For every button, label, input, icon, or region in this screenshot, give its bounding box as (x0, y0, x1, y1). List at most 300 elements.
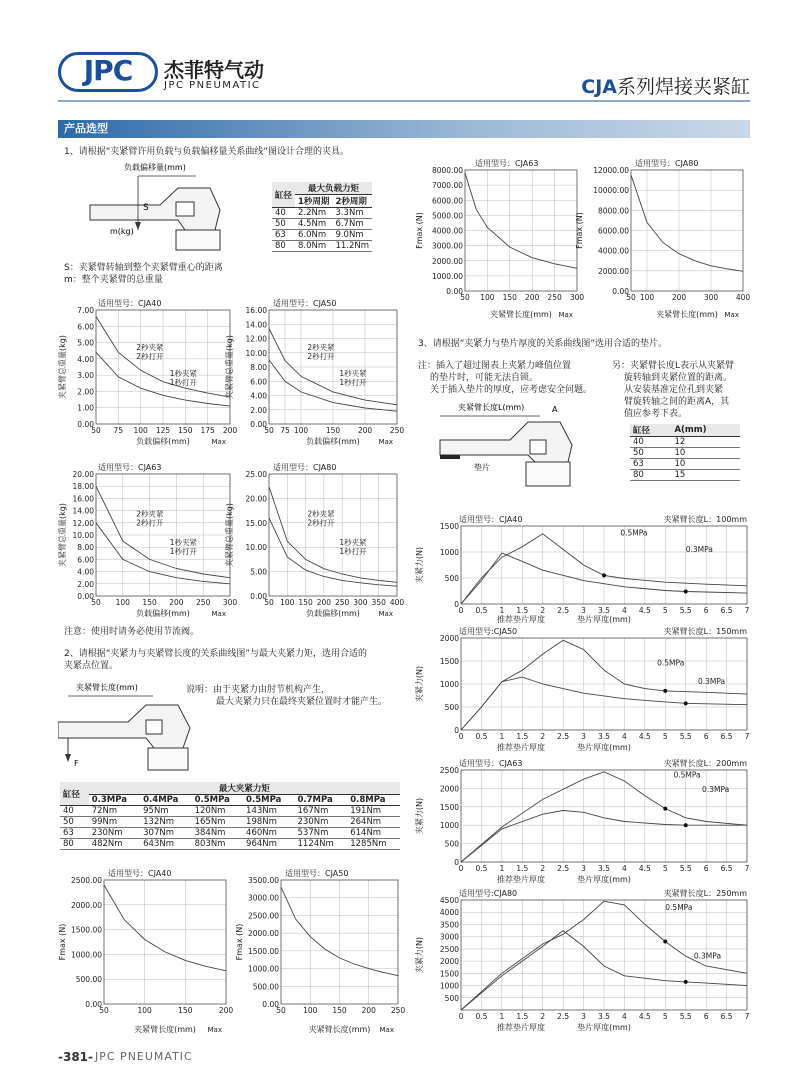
y-tick-label: 4000.00 (431, 226, 463, 236)
y-tick-label: 8.00 (77, 543, 94, 553)
y-tick-label: 0.00 (250, 592, 267, 601)
chart-cja50-shim (415, 624, 755, 752)
annotation: 2秒打开 (307, 518, 335, 528)
table-row: 63 6.0Nm 9.0Nm (272, 230, 372, 241)
y-tick-label: 1000 (439, 981, 459, 991)
y-tick-label: 2.00 (77, 579, 94, 589)
x-tick-label: 3.5 (598, 606, 610, 615)
x-tick-label: 200 (169, 598, 184, 607)
x-tick-label: 2.5 (557, 1012, 570, 1021)
x-tick-label: 50 (91, 426, 101, 435)
y-axis-label: Fmax (N) (575, 212, 584, 249)
x-tick-label: 7 (744, 606, 750, 615)
y-tick-label: 0.00 (446, 287, 463, 296)
step2-note-2: 最大夹紧力只在最终夹紧位置时才能产生。 (216, 697, 388, 707)
svg-text:负载偏移量(mm): 负载偏移量(mm) (124, 163, 186, 172)
annotation: 2秒夹紧 (136, 342, 164, 352)
y-tick-label: 6.00 (250, 377, 267, 387)
brand-name-en: JPC PNEUMATIC (164, 80, 261, 91)
x-tick-label: 2 (540, 1012, 546, 1021)
x-tick-label: 150 (332, 1006, 347, 1015)
x-axis-label: 夹紧臂长度(mm) (490, 310, 552, 319)
y-tick-label: 1000 (439, 821, 459, 831)
x-tick-label: 300 (703, 293, 719, 302)
x-tick-label: 0.5 (475, 1012, 488, 1021)
x-tick-label: 75 (113, 426, 124, 435)
step1-text: 1、请根据“夹紧臂许用负载与负载偏移量关系曲线”图设计合理的夹具。 (64, 147, 350, 157)
annotation: 1秒打开 (169, 378, 197, 388)
y-tick-label: 3500.00 (247, 876, 279, 885)
x-tick-label: 4 (622, 606, 627, 615)
x-tick-label: 100 (280, 598, 295, 607)
y-axis-label: 夹紧力(N) (415, 797, 424, 835)
x-tick-label: 50 (626, 293, 636, 302)
x-tick-label: 125 (155, 426, 171, 435)
y-tick-label: 5.00 (77, 338, 94, 348)
y-tick-label: 1500 (439, 522, 459, 531)
y-tick-label: 2000 (439, 784, 459, 794)
chart-cja63-force (415, 154, 585, 319)
y-tick-label: 2.00 (77, 387, 94, 397)
x-tick-label: 3 (581, 606, 586, 615)
y-tick-label: 1000 (439, 680, 459, 689)
y-tick-label: 2000.00 (70, 900, 102, 910)
y-tick-label: 4.00 (77, 567, 94, 577)
y-tick-label: 2000.00 (597, 266, 629, 276)
x-tick-label: 2.5 (557, 732, 570, 741)
x-tick-label: 3.5 (598, 1012, 610, 1021)
series-line-0 (465, 173, 577, 268)
y-tick-label: 10.00 (245, 543, 267, 553)
x-tick-label: 1.5 (516, 1012, 529, 1021)
x-axis-label: 垫片厚度(mm) (577, 1023, 631, 1032)
y-tick-label: 3000 (439, 932, 459, 942)
y-tick-label: 14.00 (245, 320, 267, 330)
page-number: -381- (58, 1050, 94, 1064)
y-axis-label: Fmax (N) (235, 923, 244, 961)
y-tick-label: 1500 (439, 657, 459, 666)
x-tick-label: 3 (581, 732, 586, 741)
x-axis-label: 垫片厚度(mm) (577, 615, 631, 624)
section-title: 产品选型 (58, 120, 750, 138)
x-tick-label: 150 (325, 426, 341, 435)
x-tick-label: 6 (703, 1012, 709, 1021)
series-marker-1 (684, 701, 688, 705)
y-tick-label: 4.00 (77, 354, 94, 364)
x-tick-label: 4 (622, 732, 627, 741)
series-marker-1 (684, 980, 688, 984)
y-axis-label: 夹紧臂总重量(kg) (58, 335, 67, 399)
x-axis-label: 负载偏移(mm) (136, 609, 190, 618)
chart-cja63-load (58, 458, 238, 618)
x-tick-label: 100 (133, 426, 148, 435)
y-tick-label: 1.00 (77, 403, 94, 413)
y-tick-label: 3.00 (77, 371, 94, 381)
series-line-0 (269, 487, 397, 583)
x-tick-label: 2.5 (557, 864, 570, 873)
y-tick-label: 4000 (439, 908, 459, 918)
y-tick-label: 4000.00 (597, 246, 629, 256)
x-tick-label: 1 (499, 1012, 505, 1021)
x-tick-label: 200 (671, 293, 687, 302)
step2-text-2: 夹紧点位置。 (64, 661, 119, 671)
load-moment-table: 缸径 最大负载力矩 1秒周期 2秒周期 40 2.2Nm 3.3Nm 50 4.5Nm 6.7Nm 63 6.0Nm 9.0Nm 80 8.0Nm 11.2Nm (272, 182, 372, 252)
x-tick-label: 5 (662, 1012, 668, 1021)
x-tick-label: 0.5 (475, 606, 488, 615)
x-max-label: Max (378, 438, 393, 446)
x-tick-label: 350 (371, 598, 386, 607)
x-axis-label: 夹紧臂长度(mm) (308, 1025, 371, 1034)
y-tick-label: 2500.00 (70, 876, 102, 885)
x-tick-label: 300 (569, 293, 585, 302)
y-tick-label: 500 (444, 993, 459, 1003)
x-tick-label: 4.5 (638, 864, 651, 873)
svg-text:夹紧臂长度(mm): 夹紧臂长度(mm) (76, 683, 138, 692)
x-tick-label: 4.5 (638, 1012, 651, 1021)
annotation: 1秒夹紧 (169, 537, 197, 547)
chart-title: 适用型号：CJA80 (273, 463, 337, 472)
table-row: 50 10 (630, 448, 740, 459)
y-tick-label: 500.00 (75, 975, 102, 985)
x-tick-label: 3.5 (598, 732, 610, 741)
x-tick-label: 400 (389, 598, 405, 607)
table-row: 80 8.0Nm 11.2Nm (272, 241, 372, 252)
x-tick-label: 3 (581, 864, 586, 873)
x-tick-label: 2 (540, 732, 546, 741)
x-axis-label: 负载偏移(mm) (136, 437, 190, 446)
x-tick-label: 2.5 (557, 606, 570, 615)
x-tick-label: 50 (264, 426, 274, 435)
x-tick-label: 1.5 (516, 606, 529, 615)
x-axis-label: 垫片厚度(mm) (577, 875, 631, 884)
y-tick-label: 500.00 (252, 982, 279, 992)
y-tick-label: 1000.00 (70, 950, 102, 960)
chart-cja40-force (58, 864, 238, 1034)
chart-cja50-load (222, 294, 405, 446)
y-tick-label: 0.00 (77, 420, 94, 429)
x-tick-label: 5.5 (679, 1012, 692, 1021)
chart-cja80-force (575, 154, 755, 319)
series-line-0 (104, 885, 226, 971)
x-tick-label: 250 (389, 426, 405, 435)
y-tick-label: 3000.00 (431, 241, 463, 251)
y-axis-label: 夹紧臂总重量(kg) (225, 335, 234, 399)
header-divider (58, 100, 750, 102)
annotation: 2秒打开 (307, 351, 335, 361)
series-label: 0.3MPa (685, 545, 713, 554)
series-label: 0.5MPa (673, 770, 701, 780)
x-tick-label: 150 (502, 293, 517, 302)
y-tick-label: 2000.00 (247, 929, 279, 939)
x-tick-label: 1 (499, 732, 505, 741)
series-label: 0.3MPa (702, 785, 730, 795)
annotation: 2秒打开 (136, 518, 164, 528)
x-axis-label: 夹紧臂长度(mm) (656, 310, 718, 319)
x-tick-label: 2 (540, 606, 546, 615)
chart-title: 适用型号：CJA80 (635, 159, 699, 168)
y-tick-label: 2.00 (250, 405, 267, 415)
y-tick-label: 5000.00 (431, 211, 463, 221)
x-tick-label: 200 (222, 426, 238, 435)
y-tick-label: 16.00 (245, 306, 267, 315)
y-tick-label: 20.00 (72, 470, 94, 479)
step1-diagram (80, 160, 240, 260)
y-tick-label: 7.00 (77, 306, 94, 315)
x-tick-label: 5 (662, 732, 668, 741)
y-tick-label: 0 (454, 600, 459, 609)
y-tick-label: 8000.00 (597, 206, 629, 216)
x-max-label: Max (378, 610, 393, 618)
y-tick-label: 3000.00 (247, 893, 279, 903)
series-label: 0.3MPa (697, 677, 726, 686)
chart-title: 适用型号：CJA63 (459, 759, 523, 768)
y-tick-label: 12.00 (245, 334, 267, 344)
x-tick-label: 50 (91, 598, 101, 607)
x-tick-label: 200 (525, 293, 540, 302)
x-tick-label: 300 (353, 598, 368, 607)
chart-subtitle: 夹紧臂长度L：200mm (663, 759, 747, 768)
plot-frame (104, 880, 226, 1004)
x-tick-label: 250 (547, 293, 562, 302)
y-tick-label: 1000.00 (431, 271, 463, 281)
x-tick-label: 150 (178, 1006, 193, 1015)
x-tick-label: 100 (480, 293, 495, 302)
y-axis-label: 夹紧臂总重量(kg) (225, 503, 234, 567)
x-tick-label: 1.5 (516, 864, 529, 873)
y-tick-label: 1500 (439, 969, 459, 979)
x-tick-label: 200 (218, 1006, 234, 1015)
y-tick-label: 25.00 (245, 470, 267, 479)
x-tick-label: 6.5 (720, 864, 733, 873)
y-tick-label: 2000 (439, 634, 459, 643)
chart-title: 适用型号：CJA40 (108, 869, 172, 878)
chart-title: 适用型号：CJA63 (98, 463, 162, 472)
x-tick-label: 50 (276, 1006, 286, 1015)
step3-note-right: 另：夹紧臂长度L表示从夹紧臂 旋转轴到夹紧位置的距离。 从安装基准定位孔到夹紧 臂旋转轴之间的距离A，其 值应参考下表。 (612, 361, 735, 419)
x-tick-label: 3 (581, 1012, 586, 1021)
y-axis-label: Fmax (N) (415, 212, 424, 249)
y-tick-label: 6000.00 (431, 196, 463, 206)
x-tick-label: 300 (222, 598, 238, 607)
annotation: 1秒夹紧 (339, 369, 367, 379)
col-bore: 缸径 (272, 182, 295, 208)
col-group: 最大负载力矩 (295, 182, 372, 195)
table-row: 80 482Nm 643Nm 803Nm 964Nm 1124Nm 1285Nm (60, 839, 400, 850)
svg-text:F: F (74, 759, 79, 768)
x-tick-label: 0 (458, 606, 464, 615)
series-marker-1 (684, 590, 688, 594)
y-tick-label: 1500 (439, 802, 459, 812)
x-max-label: Max (207, 1026, 222, 1034)
y-tick-label: 2000 (439, 957, 459, 967)
dimension-a-table: 缸径 A(mm) 40 12 50 10 63 10 80 15 (630, 424, 740, 481)
x-tick-label: 5 (662, 864, 668, 873)
note-s: S：夹紧臂转轴到整个夹紧臂重心的距离 (64, 263, 223, 273)
x-tick-label: 250 (196, 598, 211, 607)
y-tick-label: 20.00 (245, 494, 267, 504)
y-tick-label: 1500.00 (70, 925, 102, 935)
series-line-0 (96, 486, 230, 578)
x-tick-label: 5.5 (679, 864, 692, 873)
y-tick-label: 2500 (439, 944, 459, 954)
svg-text:垫片: 垫片 (474, 463, 490, 472)
chart-cja40-shim (415, 512, 755, 624)
table-row: 40 2.2Nm 3.3Nm (272, 208, 372, 219)
y-tick-label: 2000.00 (431, 256, 463, 266)
x-tick-label: 200 (361, 1006, 376, 1015)
plot-frame (269, 474, 397, 596)
x-tick-label: 7 (744, 1012, 750, 1021)
y-tick-label: 10.00 (245, 348, 267, 358)
x-tick-label: 0.5 (475, 864, 488, 873)
x-tick-label: 2 (540, 864, 546, 873)
chart-title: 适用型号：CJA40 (459, 515, 523, 524)
x-tick-label: 0.5 (475, 732, 488, 741)
x-tick-label: 0 (458, 1012, 464, 1021)
x-tick-label: 50 (460, 293, 470, 302)
annotation: 2秒夹紧 (307, 342, 335, 352)
y-axis-label: 夹紧力(N) (415, 546, 424, 584)
chart-subtitle: 夹紧臂长度L：250mm (663, 889, 747, 898)
annotation: 1秒打开 (169, 546, 197, 556)
x-tick-label: 3.5 (598, 864, 610, 873)
annotation: 1秒夹紧 (169, 369, 197, 379)
y-tick-label: 500 (444, 839, 459, 849)
chart-cja63-shim (415, 756, 755, 884)
series-marker-1 (684, 823, 688, 827)
y-tick-label: 1000.00 (247, 964, 279, 974)
x-tick-label: 7 (744, 864, 750, 873)
series-label: 0.5MPa (657, 658, 685, 668)
y-tick-label: 500 (444, 574, 459, 583)
x-axis-label: 夹紧臂长度(mm) (134, 1025, 196, 1034)
chart-title: 适用型号:CJA50 (459, 627, 518, 636)
step2-text-1: 2、请根据“夹紧力与夹紧臂长度的关系曲线图”与最大夹紧力矩，选用合适的 (64, 649, 368, 659)
series-label: 0.5MPa (620, 528, 648, 538)
chart-subtitle: 夹紧臂长度L：150mm (663, 627, 747, 636)
y-tick-label: 0.00 (85, 1000, 102, 1009)
step3-text: 3、请根据“夹紧力与垫片厚度的关系曲线图”选用合适的垫片。 (418, 339, 668, 349)
x-tick-label: 1.5 (516, 732, 529, 741)
y-tick-label: 0.00 (262, 1000, 279, 1009)
x-tick-label: 100 (137, 1006, 152, 1015)
throttle-warning: 注意：使用时请务必使用节流阀。 (64, 627, 200, 637)
annotation: 1秒夹紧 (339, 537, 367, 547)
y-tick-label: 8.00 (250, 363, 267, 372)
x-tick-label: 5.5 (679, 606, 692, 615)
chart-title: 适用型号：CJA40 (98, 299, 162, 308)
table-row: 63 230Nm 307Nm 384Nm 460Nm 537Nm 614Nm (60, 828, 400, 839)
y-tick-label: 1000 (439, 548, 459, 557)
y-axis-label: Fmax (N) (58, 923, 67, 961)
y-tick-label: 0 (454, 726, 459, 735)
x-tick-label: 100 (115, 598, 130, 607)
series-marker-0 (663, 940, 667, 944)
table-row: 50 99Nm 132Nm 165Nm 198Nm 230Nm 264Nm (60, 817, 400, 828)
y-tick-label: 6.00 (77, 555, 94, 565)
y-tick-label: 16.00 (72, 494, 94, 504)
y-tick-label: 500 (444, 703, 459, 712)
x-tick-label: 100 (639, 293, 655, 302)
y-tick-label: 3500 (439, 920, 459, 930)
page-title: CJA系列焊接夹紧缸 (581, 76, 750, 98)
annotation: 2秒夹紧 (136, 509, 164, 519)
chart-cja40-load (58, 294, 238, 446)
x-tick-label: 6 (703, 732, 709, 741)
x-axis-label-secondary: 推荐垫片厚度 (497, 743, 545, 752)
x-tick-label: 50 (99, 1006, 109, 1015)
table-row: 80 15 (630, 470, 740, 481)
x-tick-label: 4 (622, 864, 627, 873)
x-tick-label: 4.5 (638, 732, 651, 741)
x-tick-label: 250 (334, 598, 350, 607)
y-tick-label: 0.00 (250, 420, 267, 429)
x-tick-label: 100 (303, 1006, 318, 1015)
clamp-moment-table: 缸径 最大夹紧力矩 0.3MPa 0.4MPa 0.5MPa 0.5MPa 0.7MPa 0.8MPa 40 72Nm 95Nm 120Nm 143Nm 167Nm 191Nm 50 99Nm 132Nm 165Nm 198Nm 230Nm 264Nm 63 230Nm 307Nm 384Nm 460Nm 537Nm 614Nm 80 482Nm 643Nm 803Nm 964Nm 1124Nm 1285Nm (60, 782, 400, 850)
y-tick-label: 18.00 (72, 482, 94, 492)
chart-title: 适用型号：CJA63 (475, 159, 539, 168)
annotation: 1秒打开 (339, 378, 367, 388)
y-tick-label: 8000.00 (431, 166, 463, 175)
x-tick-label: 150 (178, 426, 193, 435)
series-label: 0.3MPa (693, 951, 722, 961)
table-row: 63 10 (630, 459, 740, 470)
chart-cja50-force (235, 864, 410, 1034)
x-tick-label: 5 (662, 606, 668, 615)
y-axis-label: 夹紧力(N) (415, 665, 424, 703)
x-tick-label: 150 (142, 598, 157, 607)
y-tick-label: 1500.00 (247, 946, 279, 956)
x-axis-label-secondary: 推荐垫片厚度 (497, 875, 545, 884)
x-tick-label: 100 (293, 426, 309, 435)
y-tick-label: 0.00 (77, 592, 94, 601)
y-tick-label: 10000.00 (593, 186, 629, 196)
y-tick-label: 12000.00 (593, 166, 629, 175)
y-tick-label: 0 (454, 858, 459, 867)
x-max-label: Max (379, 1026, 394, 1034)
x-tick-label: 6.5 (720, 1012, 733, 1021)
x-axis-label: 负载偏移(mm) (306, 609, 360, 618)
x-tick-label: 175 (200, 426, 215, 435)
x-tick-label: 1 (499, 606, 505, 615)
chart-title: 适用型号:CJA80 (459, 889, 518, 898)
series-marker-0 (663, 689, 667, 693)
x-max-label: Max (211, 610, 226, 618)
y-tick-label: 2500 (439, 766, 459, 775)
chart-cja80-load (222, 458, 405, 618)
x-tick-label: 6.5 (720, 606, 733, 615)
y-tick-label: 4.00 (250, 391, 267, 401)
x-tick-label: 250 (390, 1006, 406, 1015)
y-tick-label: 6000.00 (597, 226, 629, 236)
y-tick-label: 14.00 (72, 506, 94, 516)
x-axis-label-secondary: 推荐垫片厚度 (497, 1023, 545, 1032)
annotation: 2秒打开 (136, 351, 164, 361)
x-tick-label: 0 (458, 732, 464, 741)
annotation: 2秒夹紧 (307, 509, 335, 519)
svg-text:夹紧臂长度L(mm): 夹紧臂长度L(mm) (458, 403, 525, 412)
x-axis-label-secondary: 推荐垫片厚度 (497, 615, 545, 624)
y-tick-label: 10.00 (72, 531, 94, 540)
annotation: 1秒打开 (339, 546, 367, 556)
y-tick-label: 7000.00 (431, 181, 463, 191)
series-marker-0 (663, 807, 667, 811)
y-tick-label: 4500 (439, 896, 459, 905)
x-tick-label: 7 (744, 732, 750, 741)
x-max-label: Max (558, 311, 573, 319)
x-tick-label: 0 (458, 864, 464, 873)
y-axis-label: 夹紧臂总重量(kg) (58, 503, 67, 567)
